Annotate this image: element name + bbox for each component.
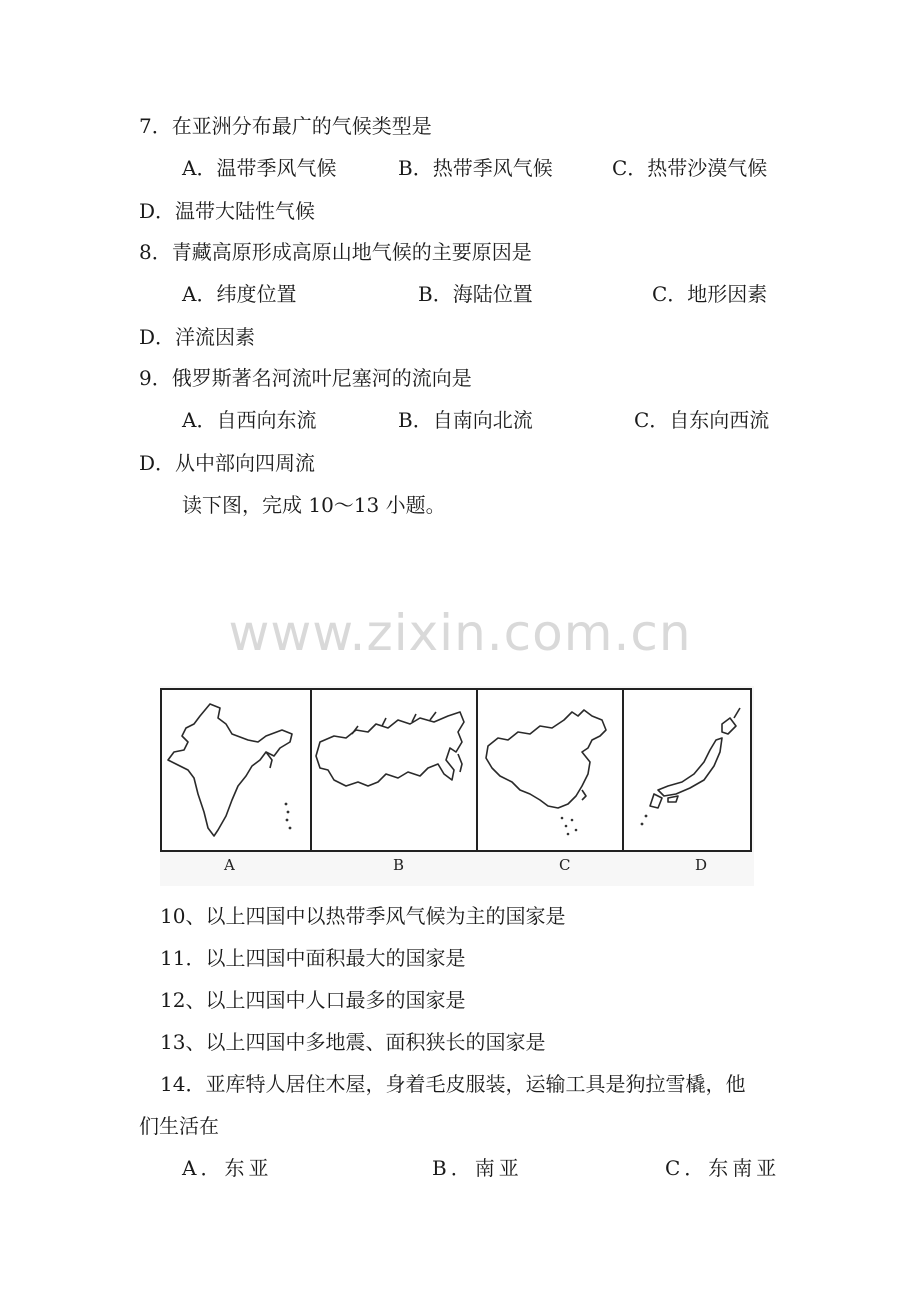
kyushu-outline xyxy=(650,794,662,808)
q8-option-d: D．洋流因素 xyxy=(139,325,256,349)
q8-option-a: A．纬度位置 xyxy=(182,282,297,306)
hokkaido-outline xyxy=(722,718,736,734)
island-dot xyxy=(287,811,290,814)
q8-option-b: B．海陆位置 xyxy=(418,282,533,306)
map-india xyxy=(160,688,312,852)
map-russia xyxy=(310,688,478,852)
map-china xyxy=(476,688,624,852)
honshu-outline xyxy=(658,738,722,796)
island-dot xyxy=(565,825,568,828)
question-12: 12、以上四国中人口最多的国家是 xyxy=(160,988,466,1012)
watermark: www.zixin.com.cn xyxy=(228,604,692,662)
q8-option-c: C．地形因素 xyxy=(652,282,768,306)
russia-outline xyxy=(316,712,464,786)
q7-option-a: A．温带季风气候 xyxy=(182,156,337,180)
question-13: 13、以上四国中多地震、面积狭长的国家是 xyxy=(160,1030,546,1054)
island-dot xyxy=(567,833,570,836)
q9-stem: 9．俄罗斯著名河流叶尼塞河的流向是 xyxy=(139,366,472,390)
question-10: 10、以上四国中以热带季风气候为主的国家是 xyxy=(160,904,566,928)
q9-option-c: C．自东向西流 xyxy=(634,408,770,432)
island-dot xyxy=(571,819,574,822)
map-label-d: D xyxy=(695,856,708,874)
q14-option-b: B．南亚 xyxy=(432,1156,523,1180)
q9-option-b: B．自南向北流 xyxy=(398,408,533,432)
island-dot xyxy=(561,817,564,820)
question-11: 11．以上四国中面积最大的国家是 xyxy=(160,946,466,970)
island-dot xyxy=(285,803,288,806)
q14-stem-line1: 14．亚库特人居住木屋，身着毛皮服装，运输工具是狗拉雪橇，他 xyxy=(160,1072,746,1096)
map-label-c: C xyxy=(559,856,571,874)
q7-stem: 7．在亚洲分布最广的气候类型是 xyxy=(139,114,432,138)
q14-option-c: C．东南亚 xyxy=(665,1156,781,1180)
q9-option-d: D．从中部向四周流 xyxy=(139,451,316,475)
q14-option-a: A．东亚 xyxy=(182,1156,273,1180)
island-dot xyxy=(641,823,644,826)
sakhalin-outline xyxy=(458,754,462,772)
india-outline xyxy=(168,704,292,836)
q7-option-b: B．热带季风气候 xyxy=(398,156,553,180)
q7-option-d: D．温带大陆性气候 xyxy=(139,199,316,223)
kuril-outline xyxy=(734,708,740,718)
china-outline xyxy=(486,710,606,808)
island-dot xyxy=(286,819,289,822)
q7-option-c: C．热带沙漠气候 xyxy=(612,156,768,180)
map-label-b: B xyxy=(393,856,405,874)
taiwan-outline xyxy=(582,790,586,800)
read-instruction: 读下图，完成 10～13 小题。 xyxy=(182,493,446,517)
country-maps-figure xyxy=(160,686,754,886)
q14-stem-line2: 们生活在 xyxy=(139,1114,219,1138)
map-japan xyxy=(622,688,752,852)
island-dot xyxy=(645,815,648,818)
q9-option-a: A．自西向东流 xyxy=(182,408,317,432)
island-dot xyxy=(289,827,292,830)
map-label-a: A xyxy=(224,856,235,874)
q8-stem: 8．青藏高原形成高原山地气候的主要原因是 xyxy=(139,240,532,264)
shikoku-outline xyxy=(668,796,678,802)
island-dot xyxy=(575,829,578,832)
